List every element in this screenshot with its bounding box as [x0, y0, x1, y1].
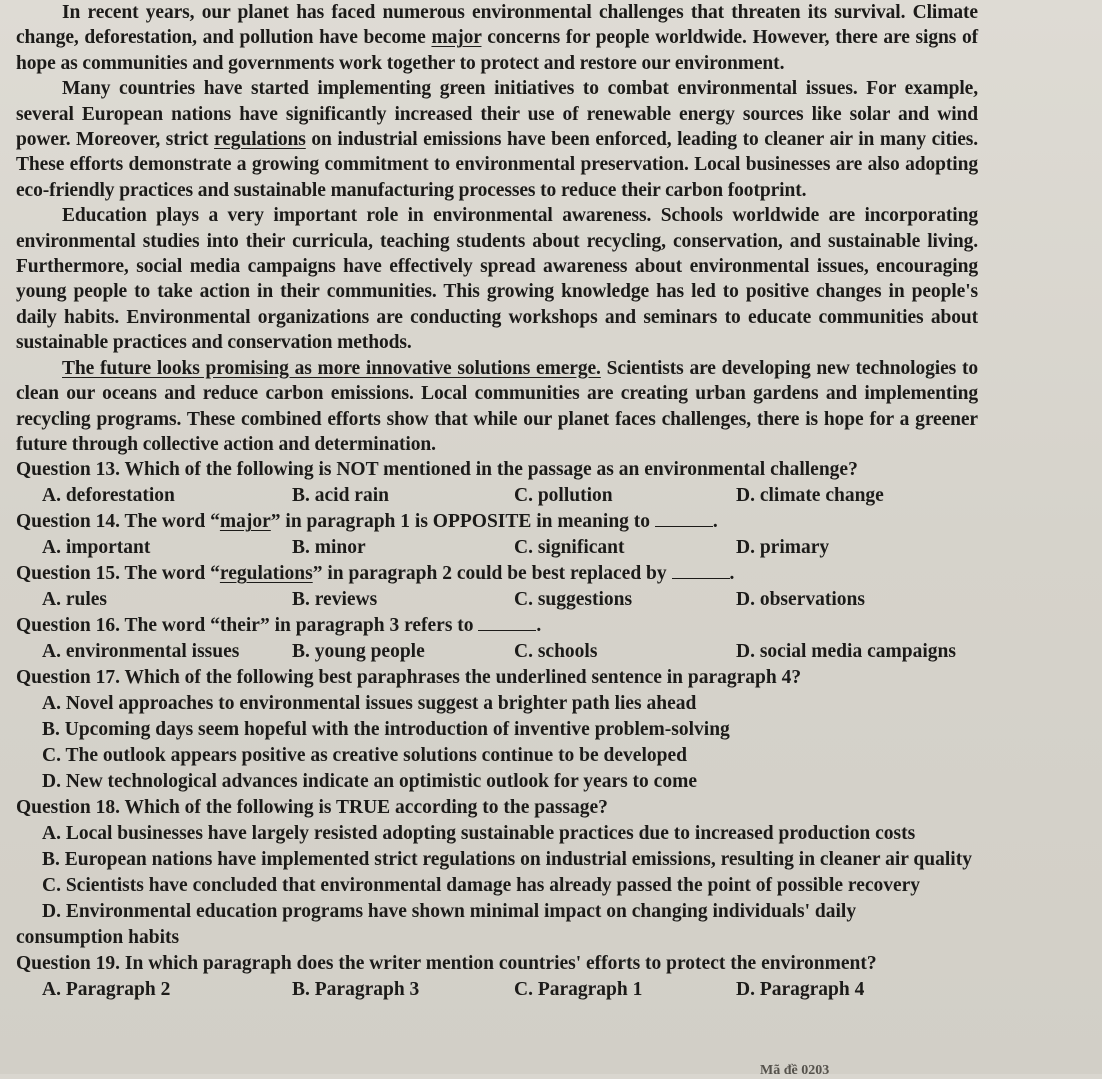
question-16-options	[16, 639, 978, 665]
option-c[interactable]: C. The outlook appears positive as creative solutions continue to be developed	[42, 745, 687, 767]
option-c[interactable]: C. significant	[514, 537, 625, 559]
option-c[interactable]: C. schools	[514, 641, 598, 663]
question-19: Question 19. In which paragraph does the writer mention countries' efforts to protect the environment?	[16, 953, 877, 975]
option-d[interactable]: D. social media campaigns	[736, 641, 956, 663]
option-b[interactable]: B. Paragraph 3	[292, 979, 420, 1001]
passage-paragraph-1: In recent years, our planet has faced numerous environmental challenges that threaten its survival. Climate change, deforestation, and pollution have become major concerns for people worldwide. However, there are signs of hope as communities and governments work together to protect and restore our environment.	[16, 2, 978, 74]
option-c[interactable]: C. Paragraph 1	[514, 979, 643, 1001]
option-d[interactable]: D. climate change	[736, 485, 884, 507]
exam-code: Mã đề 0203	[760, 1063, 830, 1078]
passage-paragraph-4: The future looks promising as more innovative solutions emerge. Scientists are developing new technologies to clean our oceans and reduce carbon emissions. Local communities are creating urban gardens and implementing recycling programs. These combined efforts show that while our planet faces challenges, there is hope for a greener future through collective action and determination.	[16, 357, 978, 455]
passage-paragraph-2: Many countries have started implementing green initiatives to combat environmental issues. For example, several European nations have significantly increased their use of renewable energy sources like solar and wind power. Moreover, strict regulations on industrial emissions have been enforced, leading to cleaner air in many cities. These efforts demonstrate a growing commitment to environmental preservation. Local businesses are also adopting eco-friendly practices and sustainable manufacturing processes to reduce their carbon footprint.	[16, 78, 979, 201]
question-17: Question 17. Which of the following best paraphrases the underlined sentence in paragraph 4?	[16, 667, 802, 689]
option-a[interactable]: A. environmental issues	[42, 641, 240, 663]
question-13: Question 13. Which of the following is NOT mentioned in the passage as an environmental challenge?	[16, 459, 858, 481]
answer-blank	[478, 616, 536, 631]
exam-content	[16, 0, 978, 1003]
question-15: Question 15. The word “regulations” in paragraph 2 could be best replaced by .	[16, 563, 735, 585]
option-a[interactable]: A. Local businesses have largely resisted adopting sustainable practices due to increased production costs	[42, 823, 916, 845]
answer-blank	[655, 512, 713, 527]
answer-blank	[672, 564, 730, 579]
option-b[interactable]: B. acid rain	[292, 485, 389, 507]
option-a[interactable]: A. deforestation	[42, 485, 175, 507]
underlined-word-major: major	[431, 27, 482, 49]
option-d[interactable]: D. primary	[736, 537, 830, 559]
option-a[interactable]: A. important	[42, 537, 151, 559]
option-d[interactable]: D. observations	[736, 589, 865, 611]
option-b[interactable]: B. young people	[292, 641, 425, 663]
option-d[interactable]: D. New technological advances indicate an optimistic outlook for years to come	[42, 771, 697, 793]
option-a[interactable]: A. Novel approaches to environmental issues suggest a brighter path lies ahead	[42, 693, 697, 715]
option-d-continued: consumption habits	[16, 927, 180, 949]
option-a[interactable]: A. Paragraph 2	[42, 979, 171, 1001]
question-14: Question 14. The word “major” in paragraph 1 is OPPOSITE in meaning to .	[16, 511, 718, 533]
question-16: Question 16. The word “their” in paragraph 3 refers to .	[16, 615, 542, 637]
option-b[interactable]: B. reviews	[292, 589, 378, 611]
underlined-sentence: The future looks promising as more innovative solutions emerge.	[62, 357, 601, 379]
bold-word-their: their	[280, 281, 320, 303]
option-b[interactable]: B. Upcoming days seem hopeful with the introduction of inventive problem-solving	[42, 719, 730, 741]
passage-paragraph-3: Education plays a very important role in environmental awareness. Schools worldwide are incorporating environmental studies into their curricula, teaching students about recycling, conservation, and sustainable living. Furthermore, social media campaigns have effectively spread awareness about environmental issues, encouraging young people to take action in their communities. This growing knowledge has led to positive changes in people's daily habits. Environmental organizations are conducting workshops and seminars to educate communities about sustainable practices and conservation methods.	[16, 205, 979, 354]
option-d[interactable]: D. Environmental education programs have shown minimal impact on changing individuals' daily	[42, 901, 857, 923]
question-18: Question 18. Which of the following is TRUE according to the passage?	[16, 797, 608, 819]
question-14-options	[16, 535, 978, 561]
option-c[interactable]: C. Scientists have concluded that environmental damage has already passed the point of possible recovery	[42, 875, 921, 897]
option-c[interactable]: C. pollution	[514, 485, 613, 507]
question-15-options	[16, 587, 978, 613]
question-19-options	[16, 977, 978, 1003]
option-b[interactable]: B. minor	[292, 537, 366, 559]
option-b[interactable]: B. European nations have implemented strict regulations on industrial emissions, resulting in cleaner air quality	[42, 849, 972, 871]
option-a[interactable]: A. rules	[42, 589, 107, 611]
underlined-word-regulations: regulations	[214, 129, 306, 151]
question-13-options	[16, 483, 978, 509]
option-d[interactable]: D. Paragraph 4	[736, 979, 865, 1001]
option-c[interactable]: C. suggestions	[514, 589, 633, 611]
